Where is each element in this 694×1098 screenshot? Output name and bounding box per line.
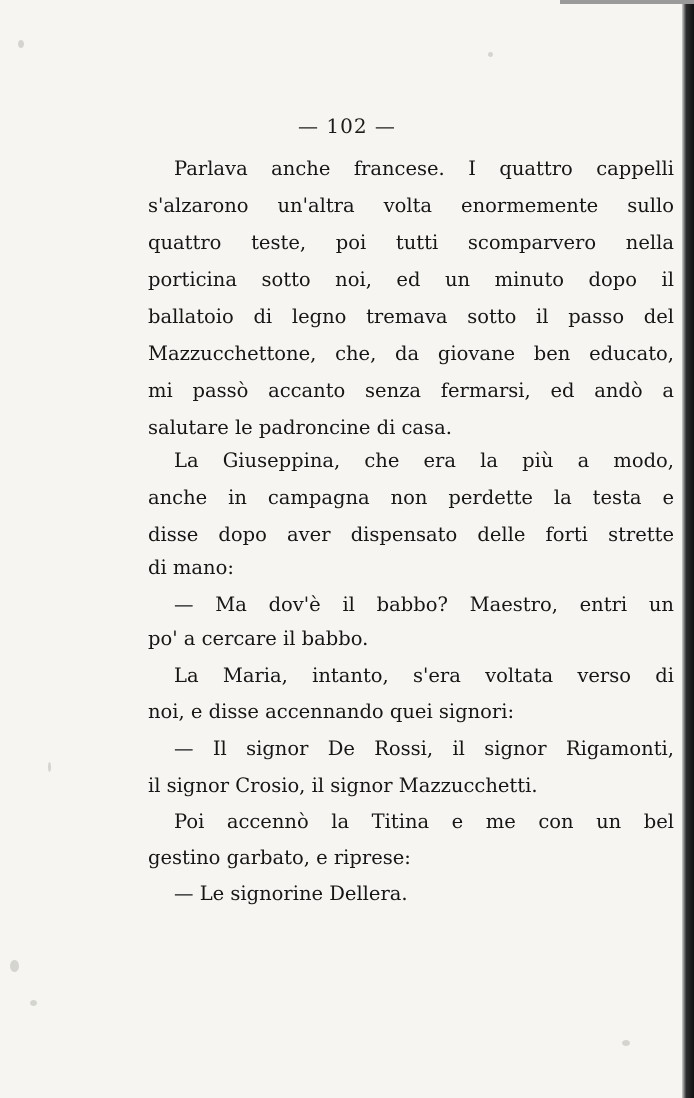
text-line: mi passò accanto senza fermarsi, ed andò a <box>148 379 674 402</box>
page-edge-shadow <box>682 0 694 1098</box>
text-line: il signor Crosio, il signor Mazzucchetti. <box>148 774 538 797</box>
paper-speck <box>622 1040 630 1046</box>
text-line: Poi accennò la Titina e me con un bel <box>174 810 674 833</box>
text-line: noi, e disse accennando quei signori: <box>148 700 515 723</box>
paper-speck <box>48 762 51 772</box>
paper-speck <box>30 1000 37 1006</box>
text-line: quattro teste, poi tutti scomparvero nella <box>148 231 674 254</box>
text-line: s'alzarono un'altra volta enormemente sullo <box>148 194 674 217</box>
text-line: disse dopo aver dispensato delle forti strette <box>148 523 674 546</box>
text-line: Parlava anche francese. I quattro cappelli <box>174 157 674 180</box>
page-edge-top <box>560 0 694 4</box>
paper-speck <box>18 40 24 48</box>
text-line: salutare le padroncine di casa. <box>148 416 452 439</box>
text-line: po' a cercare il babbo. <box>148 627 369 650</box>
text-line: Mazzucchettone, che, da giovane ben educato, <box>148 342 674 365</box>
text-line: La Maria, intanto, s'era voltata verso di <box>174 664 674 687</box>
text-line: gestino garbato, e riprese: <box>148 846 411 869</box>
text-line: porticina sotto noi, ed un minuto dopo il <box>148 268 674 291</box>
text-line: di mano: <box>148 556 234 579</box>
text-line: — Ma dov'è il babbo? Maestro, entri un <box>174 593 674 616</box>
paper-speck <box>10 960 19 972</box>
text-line: La Giuseppina, che era la più a modo, <box>174 449 674 472</box>
text-line: ballatoio di legno tremava sotto il passo del <box>148 305 674 328</box>
paper-speck <box>488 52 493 57</box>
text-line: anche in campagna non perdette la testa e <box>148 486 674 509</box>
text-line: — Le signorine Dellera. <box>174 882 408 905</box>
page-number: — 102 — <box>298 114 396 138</box>
text-line: — Il signor De Rossi, il signor Rigamonti, <box>174 737 674 760</box>
